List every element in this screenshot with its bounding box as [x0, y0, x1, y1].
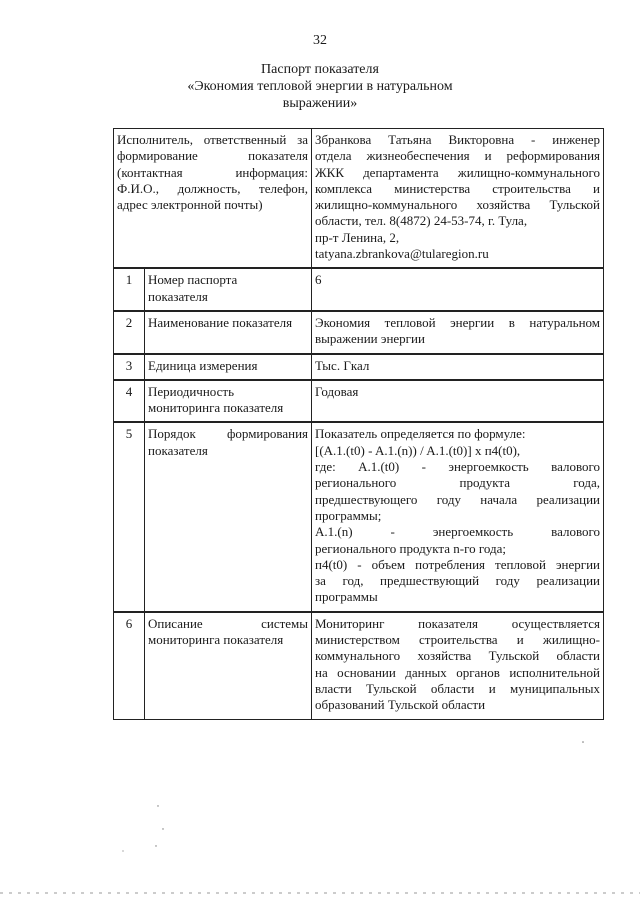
row-value-cell — [312, 612, 604, 719]
row-value-line: A.1.(n) - энергоемкость валового — [315, 524, 601, 540]
row-number: 1 — [114, 268, 145, 311]
executor-value-line: Збранкова Татьяна Викторовна - инженер — [315, 132, 601, 147]
row-value-line: п4(t0) - объем потребления тепловой энергии — [315, 556, 601, 572]
executor-value-cell — [312, 129, 604, 269]
row-value-cell — [312, 422, 604, 611]
row-value-line: Экономия тепловой энергии в натуральном — [315, 314, 601, 330]
row-value-line: Годовая — [315, 383, 359, 399]
row-value-cell — [312, 380, 604, 423]
row-label-line: Описание системы — [148, 615, 309, 631]
executor-label-line: Ф.И.О., должность, телефон, — [117, 180, 309, 196]
executor-label-line: адрес электронной почты) — [117, 197, 263, 213]
executor-email: tatyana.zbrankova@tularegion.ru — [315, 246, 489, 262]
row-label-line: показателя — [148, 442, 208, 458]
row-value-line: на основании данных органов исполнительной — [315, 664, 601, 680]
executor-label-cell — [114, 129, 312, 269]
row-value-line: 6 — [315, 272, 322, 288]
executor-value-line: жилищно-коммунального хозяйства Тульской — [315, 197, 601, 213]
executor-label-line: (контактная информация: — [117, 164, 309, 180]
table-row — [114, 268, 604, 311]
table-row — [114, 354, 604, 380]
row-label-line: Наименование показателя — [148, 314, 293, 330]
table-row — [114, 380, 604, 423]
row-label-line: Единица измерения — [148, 357, 258, 373]
executor-value-line: ЖКК департамента жилищно-коммунального — [315, 164, 601, 180]
row-number: 4 — [114, 380, 145, 423]
executor-row — [114, 129, 604, 269]
title-line-2: «Экономия тепловой энергии в натуральном — [187, 79, 453, 94]
executor-value-line: области, тел. 8(4872) 24-53-74, г. Тула, — [315, 213, 528, 229]
page-number: 32 — [313, 33, 327, 48]
row-label-cell — [145, 268, 312, 311]
row-label-cell — [145, 311, 312, 354]
row-value-cell — [312, 354, 604, 380]
row-label-cell — [145, 422, 312, 611]
row-label-line: Порядок формирования — [148, 426, 309, 442]
row-number: 5 — [114, 422, 145, 611]
row-value-line: регионального продукта года, — [315, 475, 601, 491]
row-label-line: мониторинга показателя — [148, 632, 284, 648]
row-value-line: выражении энергии — [315, 331, 425, 347]
table-row — [114, 422, 604, 611]
row-value-line: коммунального хозяйства Тульской области — [315, 648, 601, 664]
title-line-3: выражении» — [282, 96, 358, 111]
executor-label-line: Исполнитель, ответственный за — [117, 132, 309, 147]
row-number: 6 — [114, 612, 145, 719]
row-value-line: программы — [315, 589, 378, 605]
row-value-line: Тыс. Гкал — [315, 357, 370, 373]
executor-value-line: комплекса министерства строительства и — [315, 180, 601, 196]
row-value-line: власти Тульской области и муниципальных — [315, 680, 601, 696]
row-label-line: показателя — [148, 288, 208, 304]
row-value-line: образований Тульской области — [315, 697, 486, 713]
executor-label-line: формирование показателя — [117, 148, 309, 164]
row-label-cell — [145, 612, 312, 719]
row-value-line: предшествующего году начала реализации — [315, 491, 601, 507]
row-value-line: Показатель определяется по формуле: — [315, 426, 526, 442]
row-label-line: Периодичность — [148, 383, 235, 399]
row-number: 2 — [114, 311, 145, 354]
row-label-line: Номер паспорта — [148, 272, 238, 288]
row-value-line: за год, предшествующий году реализации — [315, 573, 601, 589]
formula-line: [(A.1.(t0) - A.1.(n)) / A.1.(t0)] x п4(t0), — [315, 442, 521, 458]
row-label-cell — [145, 354, 312, 380]
passport-table — [113, 128, 604, 720]
row-value-line: где: A.1.(t0) - энергоемкость валового — [315, 459, 601, 475]
table-row — [114, 612, 604, 719]
row-label-line: мониторинга показателя — [148, 400, 284, 416]
row-value-line: Мониторинг показателя осуществляется — [315, 615, 601, 631]
executor-value-line: пр-т Ленина, 2, — [315, 229, 400, 245]
row-label-cell — [145, 380, 312, 423]
title-line-1: Паспорт показателя — [261, 62, 379, 77]
table-row — [114, 311, 604, 354]
row-value-cell — [312, 268, 604, 311]
row-value-line: программы; — [315, 507, 382, 523]
row-value-line: регионального продукта n-го года; — [315, 540, 506, 556]
row-value-cell — [312, 311, 604, 354]
executor-value-line: отдела жизнеобеспечения и реформирования — [315, 148, 601, 164]
row-number: 3 — [114, 354, 145, 380]
document-title — [0, 61, 640, 112]
row-value-line: министерством строительства и жилищно- — [315, 632, 601, 648]
